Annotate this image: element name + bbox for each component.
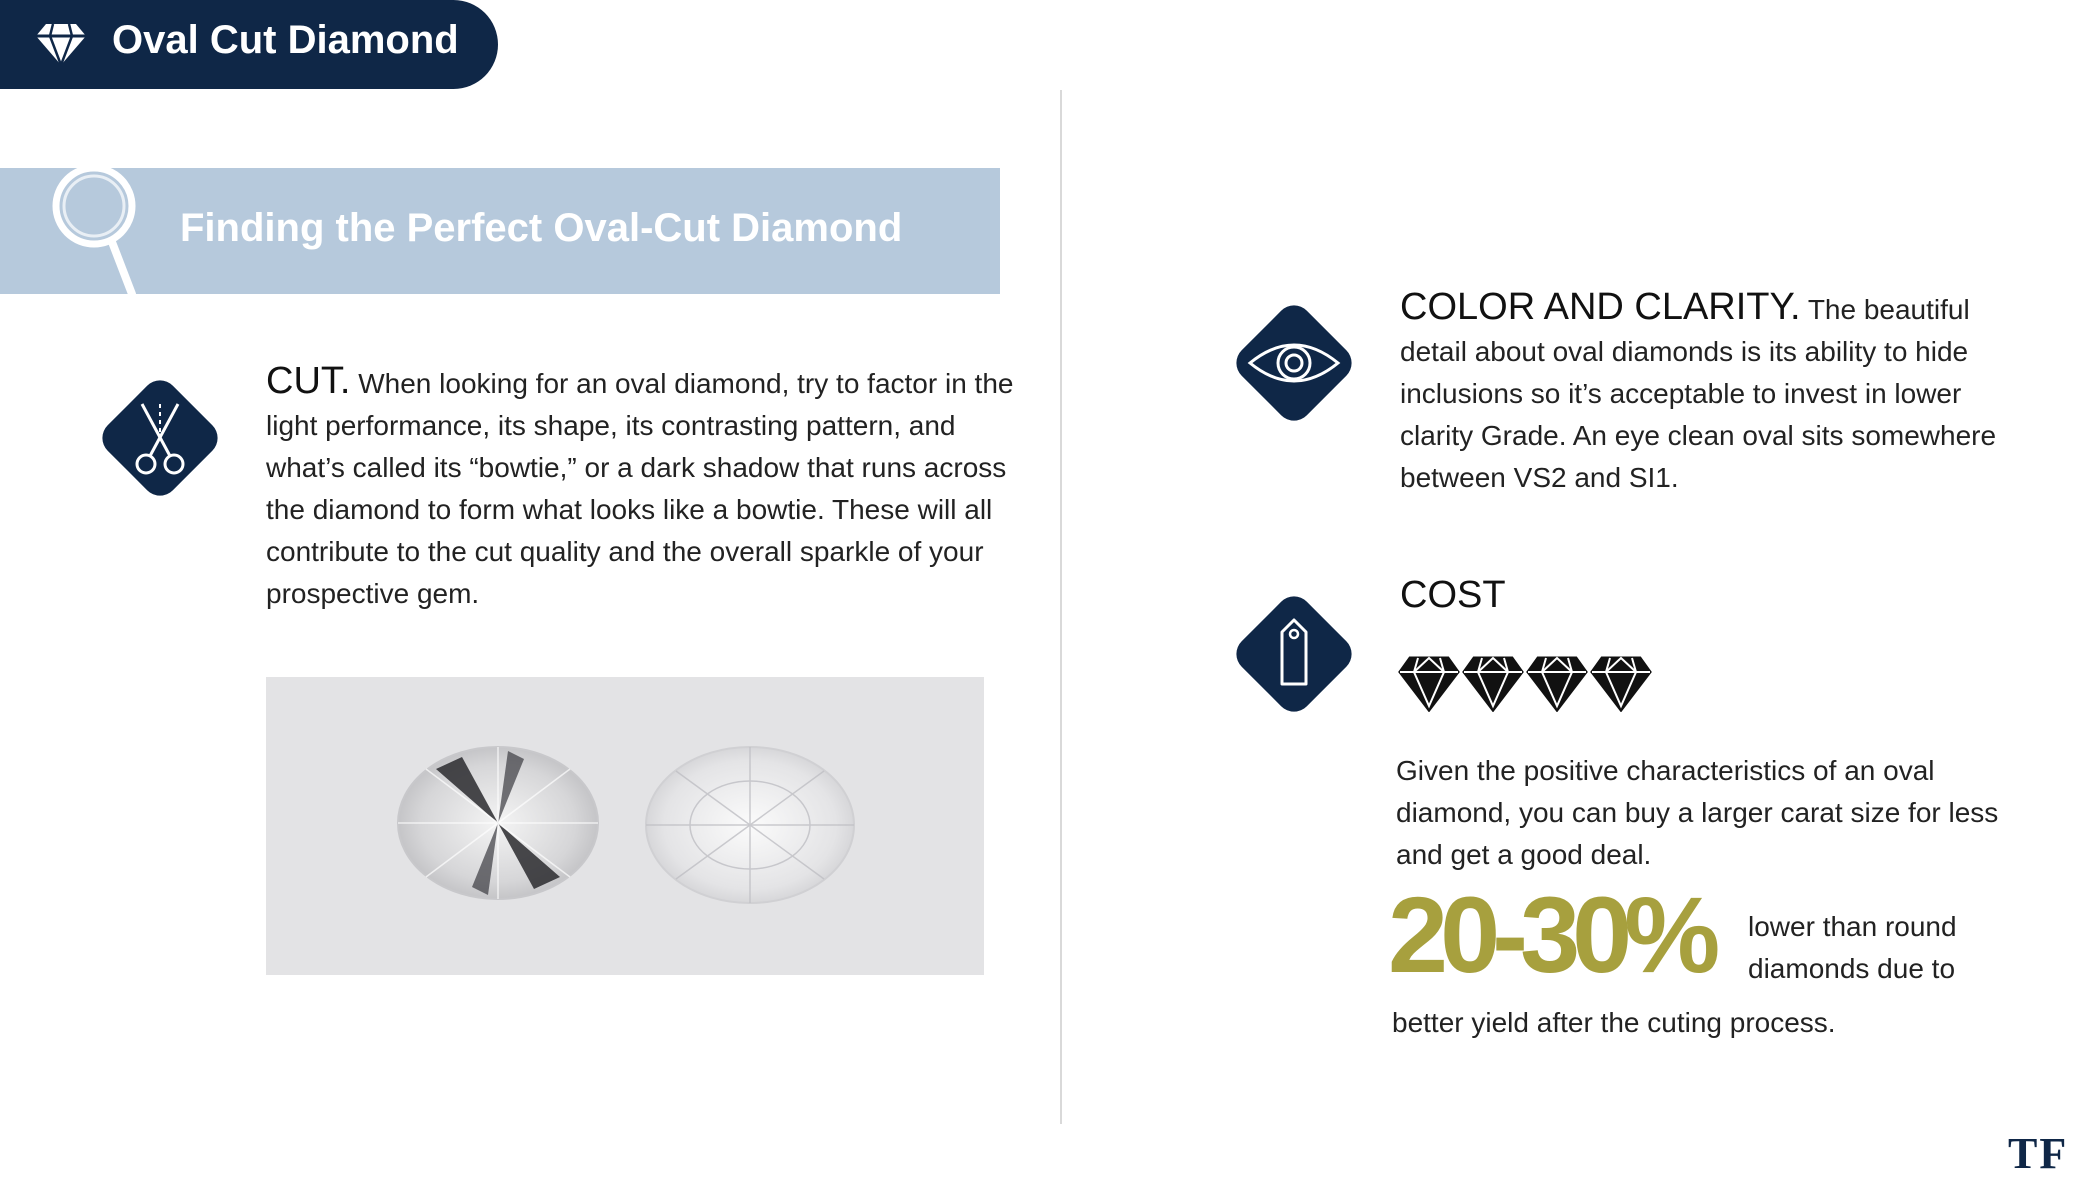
header-bar xyxy=(0,0,498,89)
price-tag-icon xyxy=(1226,586,1362,722)
color-clarity-badge xyxy=(1226,295,1362,431)
eye-icon xyxy=(1226,295,1362,431)
cut-badge xyxy=(92,370,228,506)
cost-body: Given the positive characteristics of an oval diamond, you can buy a larger carat size for less and get a good deal. xyxy=(1396,755,1999,870)
cut-heading: CUT. xyxy=(266,360,351,402)
color-clarity-section xyxy=(1400,286,2040,499)
cost-heading: COST xyxy=(1400,574,1506,616)
page-title: Oval Cut Diamond xyxy=(112,18,459,62)
cut-section xyxy=(266,360,1026,615)
cost-badge xyxy=(1226,586,1362,722)
column-divider xyxy=(1060,90,1062,1124)
cost-rating xyxy=(1398,654,1652,712)
stat-side-text: lower than round diamonds due to xyxy=(1748,911,1957,984)
oval-diamonds-image xyxy=(266,677,984,975)
cut-body: When looking for an oval diamond, try to factor in the light performance, its shape, its contrasting pattern, and what’s called its “bowtie,” or a dark shadow that runs across the diamond to form what looks like a bowtie. These will all contribute to the cut quality and the overall sparkle of your prospective gem. xyxy=(266,368,1014,609)
rating-diamond-icon xyxy=(1398,654,1460,712)
scissors-icon xyxy=(92,370,228,506)
section-title: Finding the Perfect Oval-Cut Diamond xyxy=(180,206,903,250)
rating-diamond-icon xyxy=(1462,654,1524,712)
brand-logo: TF xyxy=(2008,1129,2069,1178)
rating-diamond-icon xyxy=(1590,654,1652,712)
magnifier-icon xyxy=(46,162,146,298)
stat-value: 20-30% xyxy=(1388,874,1713,995)
diamond-icon xyxy=(36,22,86,66)
color-clarity-heading: COLOR AND CLARITY. xyxy=(1400,286,1801,328)
rating-diamond-icon xyxy=(1526,654,1588,712)
stat-bottom-text: better yield after the cuting process. xyxy=(1392,1007,1836,1038)
color-clarity-body: The beautiful detail about oval diamonds is its ability to hide inclusions so it’s acceptable to invest in lower clarity Grade. An eye clean oval sits somewhere between VS2 and SI1. xyxy=(1400,294,1997,493)
diamond-photo xyxy=(266,677,984,975)
